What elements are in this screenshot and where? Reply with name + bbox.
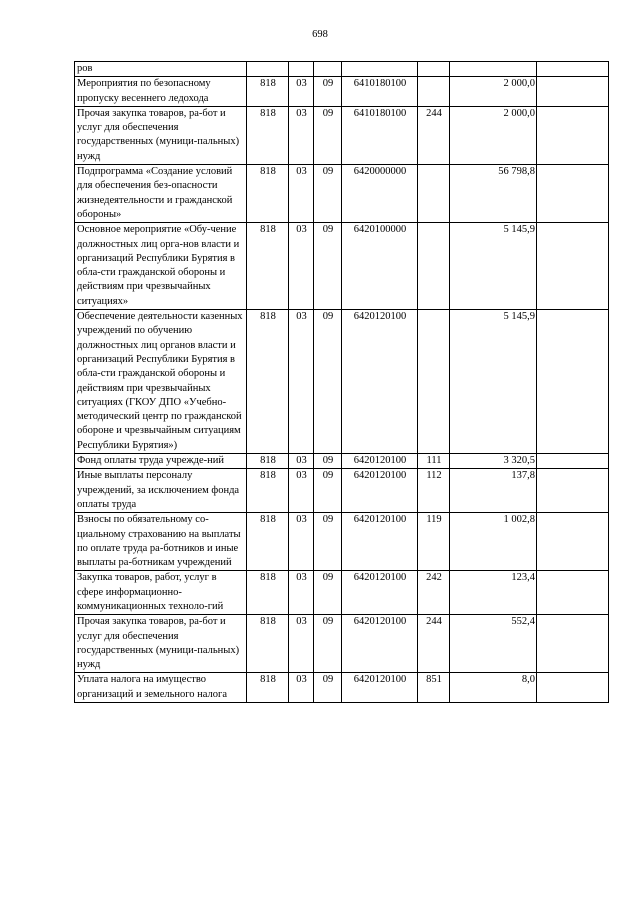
cell-blank xyxy=(537,454,609,469)
cell-rz: 03 xyxy=(289,165,314,223)
cell-ved: 818 xyxy=(247,310,289,454)
cell-rz: 03 xyxy=(289,513,314,571)
cell-name: Закупка товаров, работ, услуг в сфере информационно-коммуникационных техноло-гий xyxy=(75,571,247,615)
cell-pr: 09 xyxy=(314,310,342,454)
cell-ved xyxy=(247,62,289,77)
cell-vr xyxy=(418,223,450,310)
cell-csr: 6420120100 xyxy=(342,310,418,454)
cell-blank xyxy=(537,106,609,164)
cell-sum xyxy=(450,62,537,77)
cell-blank xyxy=(537,62,609,77)
table-row xyxy=(75,106,609,164)
cell-pr: 09 xyxy=(314,106,342,164)
table-row xyxy=(75,165,609,223)
cell-name: ров xyxy=(75,62,247,77)
cell-rz: 03 xyxy=(289,106,314,164)
cell-pr: 09 xyxy=(314,165,342,223)
cell-rz: 03 xyxy=(289,469,314,513)
cell-vr: 111 xyxy=(418,454,450,469)
cell-sum: 2 000,0 xyxy=(450,77,537,107)
cell-rz: 03 xyxy=(289,454,314,469)
cell-ved: 818 xyxy=(247,615,289,673)
cell-csr: 6420120100 xyxy=(342,571,418,615)
cell-ved: 818 xyxy=(247,673,289,703)
cell-vr: 242 xyxy=(418,571,450,615)
cell-name: Уплата налога на имущество организаций и земельного налога xyxy=(75,673,247,703)
cell-csr: 6420120100 xyxy=(342,454,418,469)
cell-blank xyxy=(537,673,609,703)
cell-pr: 09 xyxy=(314,673,342,703)
cell-ved: 818 xyxy=(247,165,289,223)
cell-vr xyxy=(418,77,450,107)
page-number: 698 xyxy=(312,29,328,40)
cell-blank xyxy=(537,615,609,673)
cell-sum: 552,4 xyxy=(450,615,537,673)
cell-pr: 09 xyxy=(314,77,342,107)
cell-name: Иные выплаты персоналу учреждений, за исключением фонда оплаты труда xyxy=(75,469,247,513)
cell-vr: 851 xyxy=(418,673,450,703)
cell-name: Мероприятия по безопасному пропуску весеннего ледохода xyxy=(75,77,247,107)
cell-sum: 5 145,9 xyxy=(450,310,537,454)
cell-blank xyxy=(537,469,609,513)
cell-name: Взносы по обязательному со-циальному страхованию на выплаты по оплате труда ра-ботников и иные выплаты ра-ботникам учреждений xyxy=(75,513,247,571)
cell-rz: 03 xyxy=(289,673,314,703)
cell-pr: 09 xyxy=(314,454,342,469)
cell-blank xyxy=(537,310,609,454)
cell-pr: 09 xyxy=(314,223,342,310)
cell-ved: 818 xyxy=(247,454,289,469)
table-row xyxy=(75,77,609,107)
cell-vr: 119 xyxy=(418,513,450,571)
cell-vr xyxy=(418,165,450,223)
cell-ved: 818 xyxy=(247,77,289,107)
table-row xyxy=(75,673,609,703)
cell-ved: 818 xyxy=(247,106,289,164)
cell-rz: 03 xyxy=(289,310,314,454)
cell-csr: 6420000000 xyxy=(342,165,418,223)
cell-vr: 244 xyxy=(418,615,450,673)
cell-sum: 137,8 xyxy=(450,469,537,513)
cell-blank xyxy=(537,513,609,571)
cell-sum: 123,4 xyxy=(450,571,537,615)
cell-sum: 8,0 xyxy=(450,673,537,703)
cell-blank xyxy=(537,77,609,107)
cell-vr: 244 xyxy=(418,106,450,164)
cell-csr: 6410180100 xyxy=(342,106,418,164)
cell-rz xyxy=(289,62,314,77)
cell-blank xyxy=(537,223,609,310)
cell-rz: 03 xyxy=(289,615,314,673)
cell-pr xyxy=(314,62,342,77)
cell-vr xyxy=(418,62,450,77)
cell-ved: 818 xyxy=(247,469,289,513)
table-row xyxy=(75,310,609,454)
cell-pr: 09 xyxy=(314,615,342,673)
cell-vr: 112 xyxy=(418,469,450,513)
cell-csr: 6420120100 xyxy=(342,673,418,703)
table-row xyxy=(75,469,609,513)
cell-name: Фонд оплаты труда учрежде-ний xyxy=(75,454,247,469)
cell-csr: 6410180100 xyxy=(342,77,418,107)
cell-sum: 1 002,8 xyxy=(450,513,537,571)
cell-csr xyxy=(342,62,418,77)
cell-csr: 6420120100 xyxy=(342,513,418,571)
table-row xyxy=(75,571,609,615)
cell-rz: 03 xyxy=(289,223,314,310)
cell-pr: 09 xyxy=(314,571,342,615)
cell-blank xyxy=(537,571,609,615)
cell-sum: 2 000,0 xyxy=(450,106,537,164)
table-row xyxy=(75,223,609,310)
cell-ved: 818 xyxy=(247,571,289,615)
cell-sum: 5 145,9 xyxy=(450,223,537,310)
budget-table xyxy=(74,61,609,703)
cell-csr: 6420120100 xyxy=(342,615,418,673)
cell-name: Основное мероприятие «Обу-чение должностных лиц орга-нов власти и организаций Республики Бурятия в обла-сти гражданской обороны и действиям при чрезвычайных ситуациях» xyxy=(75,223,247,310)
cell-name: Прочая закупка товаров, ра-бот и услуг для обеспечения государственных (муници-пальных) нужд xyxy=(75,106,247,164)
cell-csr: 6420120100 xyxy=(342,469,418,513)
table-row xyxy=(75,454,609,469)
cell-vr xyxy=(418,310,450,454)
table-row xyxy=(75,615,609,673)
cell-sum: 56 798,8 xyxy=(450,165,537,223)
table-row xyxy=(75,62,609,77)
cell-pr: 09 xyxy=(314,469,342,513)
cell-rz: 03 xyxy=(289,571,314,615)
cell-pr: 09 xyxy=(314,513,342,571)
cell-ved: 818 xyxy=(247,513,289,571)
cell-csr: 6420100000 xyxy=(342,223,418,310)
table-row xyxy=(75,513,609,571)
cell-name: Прочая закупка товаров, ра-бот и услуг для обеспечения государственных (муници-пальных) нужд xyxy=(75,615,247,673)
cell-blank xyxy=(537,165,609,223)
cell-rz: 03 xyxy=(289,77,314,107)
cell-name: Подпрограмма «Создание условий для обеспечения без-опасности жизнедеятельности и гражданской обороны» xyxy=(75,165,247,223)
cell-ved: 818 xyxy=(247,223,289,310)
cell-name: Обеспечение деятельности казенных учреждений по обучению должностных лиц органов власти и организаций Республики Бурятия в обла-сти гражданской обороны и действиям при чрезвычайных ситуациях (ГКОУ ДПО «Учебно-методический центр по гражданской обороне и чрезвычайным ситуациям Республики Бурятия») xyxy=(75,310,247,454)
cell-sum: 3 320,5 xyxy=(450,454,537,469)
